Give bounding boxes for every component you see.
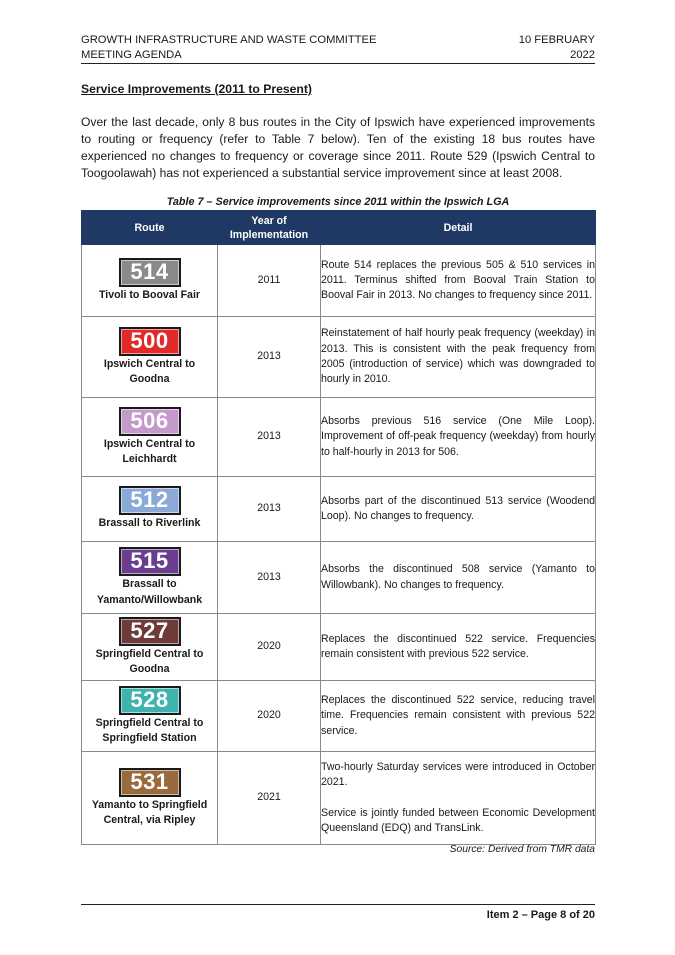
year-cell: 2013: [218, 542, 321, 614]
detail-text: Absorbs part of the discontinued 513 service (Woodend Loop). No changes to frequency.: [321, 494, 595, 522]
detail-text: Absorbs previous 516 service (One Mile Loop). Improvement of off-peak frequency (weekday) from hourly to half-hourly in 2013 for 506.: [321, 415, 595, 458]
table-row: [82, 681, 596, 752]
header-date-day: 10 FEBRUARY: [518, 34, 595, 46]
header-committee-name: GROWTH INFRASTRUCTURE AND WASTE COMMITTEE: [81, 34, 377, 46]
route-number-badge: 515: [119, 547, 181, 576]
route-number-badge: 528: [119, 686, 181, 715]
route-cell: [82, 477, 218, 542]
table-source: Source: Derived from TMR data: [449, 844, 595, 855]
detail-cell: [321, 681, 596, 752]
route-name: Yamanto to Springfield Central, via Ripley: [91, 798, 208, 826]
header-agenda-label: MEETING AGENDA: [81, 49, 182, 61]
route-number-badge: 500: [119, 327, 181, 356]
table-row: [82, 542, 596, 614]
route-cell: [82, 245, 218, 317]
detail-text: Two-hourly Saturday services were introduced in October 2021.: [321, 760, 595, 789]
route-number-badge: 531: [119, 768, 181, 797]
route-name: Springfield Central to Goodna: [95, 647, 204, 675]
column-header-year: Year of Implementation: [218, 211, 321, 245]
table-row: [82, 477, 596, 542]
route-number-badge: 512: [119, 486, 181, 515]
year-cell: 2021: [218, 752, 321, 845]
table-row: [82, 245, 596, 317]
detail-spacer: [321, 791, 595, 806]
route-name: Brassall to Yamanto/Willowbank: [96, 578, 203, 606]
section-title: Service Improvements (2011 to Present): [81, 82, 312, 96]
table-row: [82, 317, 596, 398]
header-date-year: 2022: [570, 49, 595, 61]
page-footer: Item 2 – Page 8 of 20: [81, 904, 595, 921]
route-cell: [82, 752, 218, 845]
year-cell: 2013: [218, 398, 321, 477]
year-cell: 2011: [218, 245, 321, 317]
route-name: Tivoli to Booval Fair: [98, 288, 201, 301]
intro-paragraph: Over the last decade, only 8 bus routes in the City of Ipswich have experienced improvements to routing or frequency (refer to Table 7 below). Ten of the existing 18 bus routes have experienced no changes to frequency or coverage since 2011. Route 529 (Ipswich Central to Toogoolawah) has not experienced a substantial service improvement since at least 2008.: [81, 115, 595, 180]
detail-text: Replaces the discontinued 522 service. Frequencies remain consistent with previous 522 service.: [321, 632, 595, 660]
page-header: [81, 33, 595, 64]
detail-cell: [321, 614, 596, 681]
detail-cell: [321, 542, 596, 614]
detail-cell: [321, 752, 596, 845]
year-cell: 2020: [218, 614, 321, 681]
table-row: [82, 614, 596, 681]
year-cell: 2020: [218, 681, 321, 752]
route-cell: [82, 317, 218, 398]
route-cell: [82, 398, 218, 477]
detail-text: Absorbs the discontinued 508 service (Yamanto to Willowbank). No changes to frequency.: [321, 563, 595, 591]
year-cell: 2013: [218, 477, 321, 542]
detail-cell: [321, 477, 596, 542]
route-number-badge: 527: [119, 617, 181, 646]
route-cell: [82, 681, 218, 752]
route-name: Brassall to Riverlink: [98, 517, 201, 530]
table-header-row: [82, 211, 596, 245]
column-header-detail: Detail: [321, 211, 596, 245]
detail-text: Replaces the discontinued 522 service, reducing travel time. Frequencies remain consistent with previous 522 service.: [321, 694, 595, 737]
table-body: [82, 245, 596, 845]
header-committee: [81, 33, 376, 63]
route-number-badge: 506: [119, 407, 181, 436]
route-number-badge: 514: [119, 258, 181, 287]
table-row: [82, 752, 596, 845]
detail-cell: [321, 245, 596, 317]
route-cell: [82, 542, 218, 614]
service-improvements-table: [81, 210, 596, 845]
detail-text-secondary: Service is jointly funded between Economic Development Queensland (EDQ) and TransLink.: [321, 806, 595, 834]
detail-text: Route 514 replaces the previous 505 & 510 services in 2011. Terminus shifted from Booval Train Station to Booval Fair in 2013. No changes to frequency since 2011.: [321, 258, 595, 302]
route-name: Ipswich Central to Leichhardt: [103, 437, 196, 465]
route-name: Ipswich Central to Goodna: [103, 357, 196, 385]
column-header-route: Route: [82, 211, 218, 245]
detail-cell: [321, 317, 596, 398]
route-cell: [82, 614, 218, 681]
detail-text: Reinstatement of half hourly peak frequency (weekday) in 2013. This is consistent with the peak frequency from 2005 (introduction of service) which was downgraded to hourly in 2010.: [321, 327, 595, 386]
route-name: Springfield Central to Springfield Station: [95, 716, 204, 744]
table-caption: Table 7 – Service improvements since 2011 within the Ipswich LGA: [166, 196, 510, 208]
table-row: [82, 398, 596, 477]
detail-cell: [321, 398, 596, 477]
year-cell: 2013: [218, 317, 321, 398]
header-date: [519, 33, 595, 63]
